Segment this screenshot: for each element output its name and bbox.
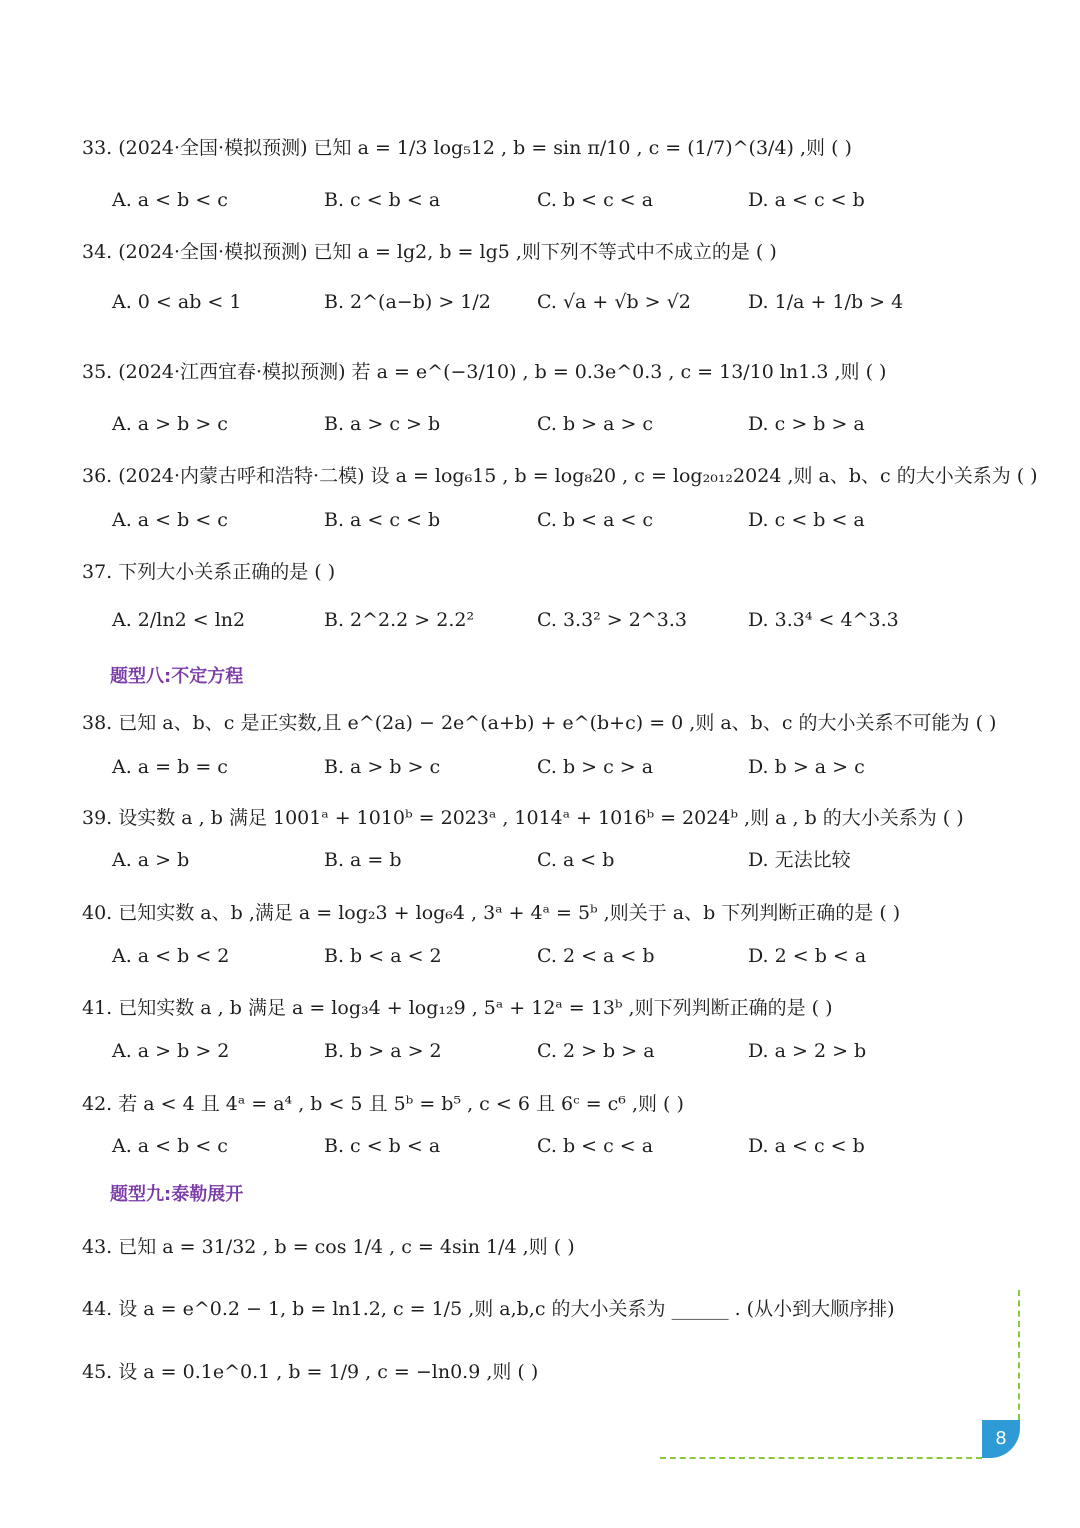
question-43: 43. 已知 a = 31/32 , b = cos 1/4 , c = 4sin 1/4 ,则 ( ) [82,1236,575,1258]
option-d[interactable]: D. c < b < a [748,509,865,531]
option-c[interactable]: C. b < a < c [537,509,654,531]
option-c[interactable]: C. 3.3² > 2^3.3 [537,609,687,631]
option-c[interactable]: C. 2 < a < b [537,945,655,967]
option-d[interactable]: D. a > 2 > b [748,1040,867,1062]
option-d[interactable]: D. a < c < b [748,189,865,211]
option-c[interactable]: C. b < c < a [537,1135,654,1157]
option-c[interactable]: C. 2 > b > a [537,1040,655,1062]
option-b[interactable]: B. b < a < 2 [324,945,442,967]
option-a[interactable]: A. 2/ln2 < ln2 [112,609,246,631]
option-a[interactable]: A. a < b < c [112,189,228,211]
option-a[interactable]: A. a > b > c [112,413,228,435]
question-35: 35. (2024·江西宜春·模拟预测) 若 a = e^(−3/10) , b = 0.3e^0.3 , c = 13/10 ln1.3 ,则 ( ) [82,361,887,383]
option-d[interactable]: D. a < c < b [748,1135,865,1157]
question-33: 33. (2024·全国·模拟预测) 已知 a = 1/3 log₅12 , b = sin π/10 , c = (1/7)^(3/4) ,则 ( ) [82,137,852,159]
option-b[interactable]: B. b > a > 2 [324,1040,442,1062]
option-a[interactable]: A. a < b < c [112,1135,228,1157]
option-b[interactable]: B. a < c < b [324,509,441,531]
question-39: 39. 设实数 a , b 满足 1001ᵃ + 1010ᵇ = 2023ᵃ , 1014ᵃ + 1016ᵇ = 2024ᵇ ,则 a , b 的大小关系为 ( ) [82,807,964,829]
question-36: 36. (2024·内蒙古呼和浩特·二模) 设 a = log₆15 , b = log₈20 , c = log₂₀₁₂2024 ,则 a、b、c 的大小关系为 ( ) [82,465,1038,487]
question-44: 44. 设 a = e^0.2 − 1, b = ln1.2, c = 1/5 ,则 a,b,c 的大小关系为 ______ . (从小到大顺序排) [82,1298,895,1320]
option-d[interactable]: D. c > b > a [748,413,865,435]
option-d[interactable]: D. 3.3⁴ < 4^3.3 [748,609,899,631]
question-37: 37. 下列大小关系正确的是 ( ) [82,561,336,583]
option-b[interactable]: B. a > c > b [324,413,441,435]
option-d[interactable]: D. 1/a + 1/b > 4 [748,291,904,313]
option-c[interactable]: C. b < c < a [537,189,654,211]
option-c[interactable]: C. √a + √b > √2 [537,291,691,313]
question-41: 41. 已知实数 a , b 满足 a = log₃4 + log₁₂9 , 5ᵃ + 12ᵃ = 13ᵇ ,则下列判断正确的是 ( ) [82,997,833,1019]
option-b[interactable]: B. a = b [324,849,402,871]
option-b[interactable]: B. a > b > c [324,756,441,778]
option-c[interactable]: C. b > a > c [537,413,654,435]
option-a[interactable]: A. a < b < c [112,509,228,531]
dashed-border-vertical [1018,1290,1020,1420]
option-a[interactable]: A. a < b < 2 [112,945,230,967]
option-a[interactable]: A. 0 < ab < 1 [112,291,242,313]
page-number-badge: 8 [982,1420,1020,1458]
option-b[interactable]: B. c < b < a [324,189,441,211]
dashed-border-horizontal [660,1457,982,1459]
option-a[interactable]: A. a = b = c [112,756,228,778]
option-d[interactable]: D. 2 < b < a [748,945,867,967]
option-d[interactable]: D. b > a > c [748,756,865,778]
option-c[interactable]: C. a < b [537,849,615,871]
question-34: 34. (2024·全国·模拟预测) 已知 a = lg2, b = lg5 ,则下列不等式中不成立的是 ( ) [82,241,777,263]
option-b[interactable]: B. 2^(a−b) > 1/2 [324,291,491,313]
option-a[interactable]: A. a > b [112,849,190,871]
question-38: 38. 已知 a、b、c 是正实数,且 e^(2a) − 2e^(a+b) + e^(b+c) = 0 ,则 a、b、c 的大小关系不可能为 ( ) [82,712,997,734]
option-d[interactable]: D. 无法比较 [748,849,851,871]
question-40: 40. 已知实数 a、b ,满足 a = log₂3 + log₆4 , 3ᵃ + 4ᵃ = 5ᵇ ,则关于 a、b 下列判断正确的是 ( ) [82,902,901,924]
question-45: 45. 设 a = 0.1e^0.1 , b = 1/9 , c = −ln0.9 ,则 ( ) [82,1361,539,1383]
option-b[interactable]: B. c < b < a [324,1135,441,1157]
question-42: 42. 若 a < 4 且 4ᵃ = a⁴ , b < 5 且 5ᵇ = b⁵ , c < 6 且 6ᶜ = c⁶ ,则 ( ) [82,1093,684,1115]
section-heading-8: 题型八:不定方程 [110,666,244,687]
option-c[interactable]: C. b > c > a [537,756,654,778]
option-a[interactable]: A. a > b > 2 [112,1040,230,1062]
section-heading-9: 题型九:泰勒展开 [110,1184,244,1205]
option-b[interactable]: B. 2^2.2 > 2.2² [324,609,475,631]
